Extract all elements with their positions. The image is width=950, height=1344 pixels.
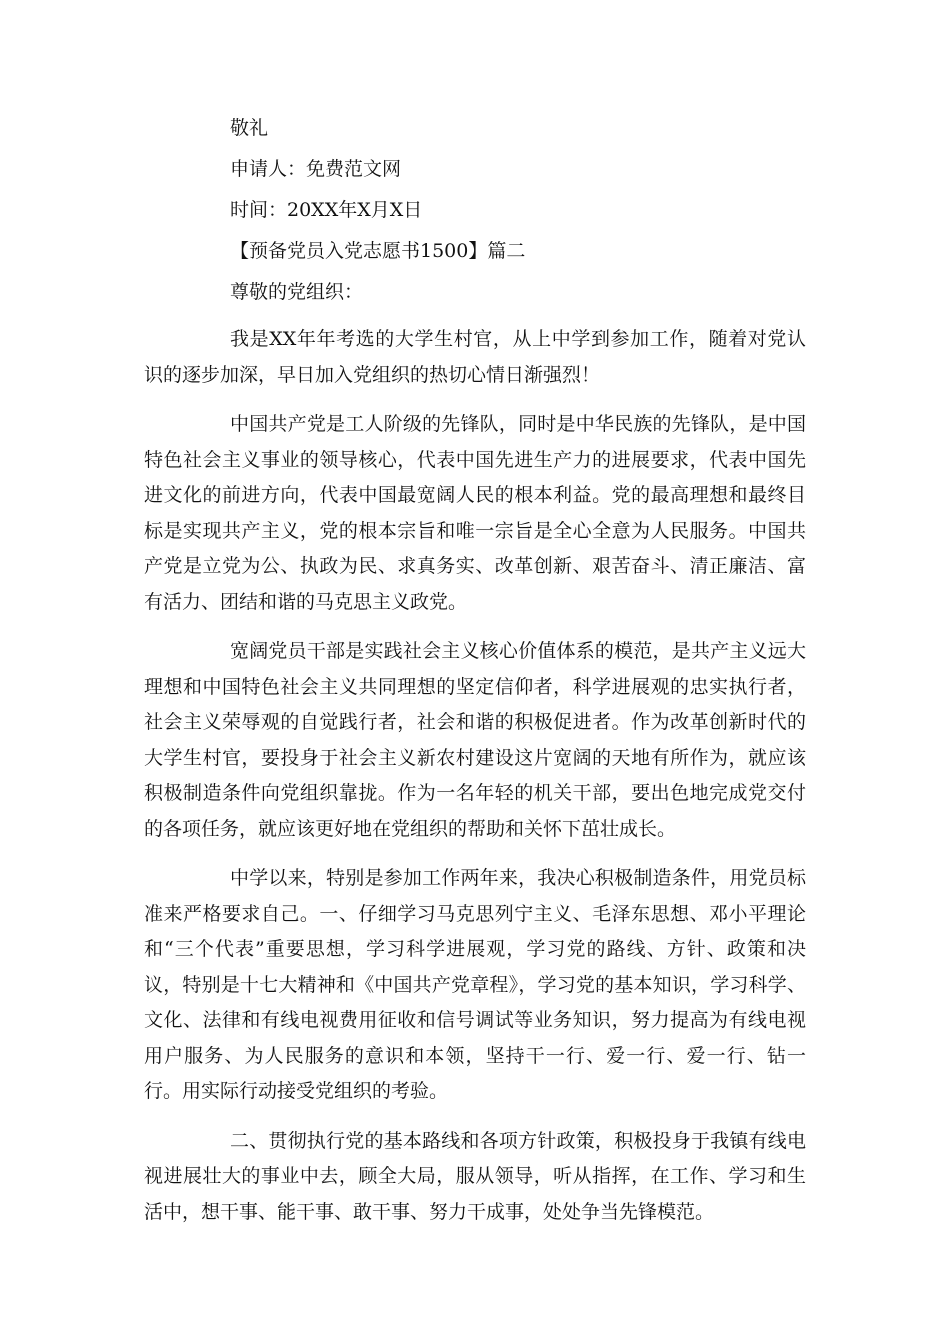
paragraph-commitment-one: 中学以来，特别是参加工作两年来，我决心积极制造条件，用党员标准来严格要求自己。一、仔细学习马克思列宁主义、毛泽东思想、邓小平理论和“三个代表”重要思想，学习科学进展观，学习党的路线、方针、政策和决议，特别是十七大精神和《中国共产党章程》，学习党的基本知识，学习科学、文化、法律和有线电视费用征收和信号调试等业务知识，努力提高为有线电视用户服务、为人民服务的意识和本领，坚持干一行、爱一行、爱一行、钻一行。用实际行动接受党组织的考验。 xyxy=(144,867,806,1102)
paragraph-cadres: 宽阔党员干部是实践社会主义核心价值体系的模范，是共产主义远大理想和中国特色社会主义共同理想的坚定信仰者，科学进展观的忠实执行者，社会主义荣辱观的自觉践行者，社会和谐的积极促进者。作为改革创新时代的大学生村官，要投身于社会主义新农村建设这片宽阔的天地有所作为，就应该积极制造条件向党组织靠拢。作为一名年轻的机关干部，要出色地完成党交付的各项任务，就应该更好地在党组织的帮助和关怀下茁壮成长。 xyxy=(144,640,806,840)
paragraph-party-nature: 中国共产党是工人阶级的先锋队，同时是中华民族的先锋队，是中国特色社会主义事业的领导核心，代表中国先进生产力的进展要求，代表中国先进文化的前进方向，代表中国最宽阔人民的根本利益。党的最高理想和最终目标是实现共产主义，党的根本宗旨和唯一宗旨是全心全意为人民服务。中国共产党是立党为公、执政为民、求真务实、改革创新、艰苦奋斗、清正廉洁、富有活力、团结和谐的马克思主义政党。 xyxy=(144,413,806,613)
document-body xyxy=(144,108,806,1230)
date-line: 时间：20XX年X月X日 xyxy=(230,199,423,221)
salutation: 尊敬的党组织： xyxy=(230,281,364,303)
paragraph-intro: 我是XX年年考选的大学生村官，从上中学到参加工作，随着对党认识的逐步加深，早日加入党组织的热切心情日渐强烈！ xyxy=(144,328,806,386)
closing-line: 敬礼 xyxy=(230,117,269,139)
paragraph-commitment-two: 二、贯彻执行党的基本路线和各项方针政策，积极投身于我镇有线电视进展壮大的事业中去，顾全大局，服从领导，听从指挥，在工作、学习和生活中，想干事、能干事、敢干事、努力干成事，处处争当先锋模范。 xyxy=(144,1129,806,1223)
applicant-line: 申请人：免费范文网 xyxy=(230,158,402,180)
section-heading: 【预备党员入党志愿书1500】篇二 xyxy=(230,240,526,262)
